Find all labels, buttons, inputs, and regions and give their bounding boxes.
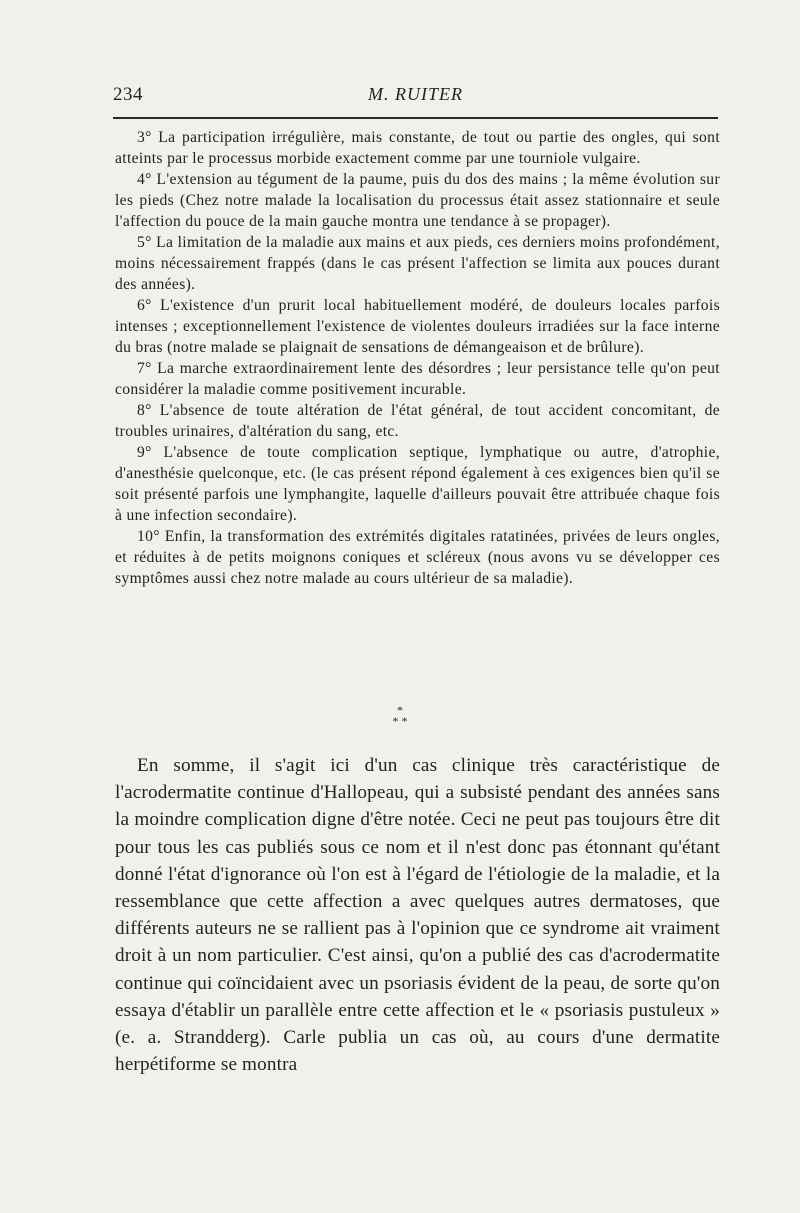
section-separator <box>0 705 800 727</box>
list-item-8: 8° L'absence de toute altération de l'état général, de tout accident concomitant, de troubles urinaires, d'altération du sang, etc. <box>115 402 720 440</box>
separator-bottom: * * <box>392 714 408 728</box>
list-item-7: 7° La marche extraordinairement lente des désordres ; leur persistance telle qu'on peut considérer la maladie comme positivement incurable. <box>115 360 720 398</box>
list-item-5: 5° La limitation de la maladie aux mains et aux pieds, ces derniers moins profondément, moins nécessairement frappés (dans le cas présent l'affection se limita aux pouces durant des années). <box>115 234 720 293</box>
list-item-4: 4° L'extension au tégument de la paume, puis du dos des mains ; la même évolution sur les pieds (Chez notre malade la localisation du processus était assez stationnaire et seule l'affection du pouce de la main gauche montra une tendance à se propager). <box>115 171 720 230</box>
list-item-6: 6° L'existence d'un prurit local habituellement modéré, de douleurs locales parfois intenses ; exceptionnellement l'existence de violentes douleurs irradiées sur la face interne du bras (notre malade se plaignait de sensations de démangeaison et de brûlure). <box>115 297 720 356</box>
list-item-10: 10° Enfin, la transformation des extrémités digitales ratatinées, privées de leurs ongles, et réduites à de petits moignons coniques et scléreux (nous avons vu se développer ces symptômes aussi chez notre malade au cours ultérieur de sa maladie). <box>115 528 720 587</box>
list-item-3: 3° La participation irrégulière, mais constante, de tout ou partie des ongles, qui sont atteints par le processus morbide exactement comme par une tourniole vulgaire. <box>115 129 720 167</box>
list-item-9: 9° L'absence de toute complication septique, lymphatique ou autre, d'atrophie, d'anesthésie quelconque, etc. (le cas présent répond également à ces exigences bien qu'il se soit présenté parfois une lymphangite, laquelle d'ailleurs pouvait être attribuée chaque fois à une infection secondaire). <box>115 444 720 524</box>
running-head: M. RUITER <box>368 84 463 104</box>
header-rule <box>113 117 718 119</box>
symptom-list <box>115 127 720 589</box>
page-header <box>113 84 718 110</box>
separator-top: * <box>397 703 403 717</box>
main-paragraph: En somme, il s'agit ici d'un cas clinique très caractéristique de l'acrodermatite continue d'Hallopeau, qui a subsisté pendant des années sans la moindre complication digne d'être notée. Ceci ne peut pas toujours être dit pour tous les cas publiés sous ce nom et il n'est donc pas étonnant qu'étant donné l'état d'ignorance où l'on est à l'égard de l'étiologie de la maladie, et la ressemblance que cette affection a avec quelques autres dermatoses, que différents auteurs ne se rallient pas à l'opinion que ce syndrome ait vraiment droit à un nom particulier. C'est ainsi, qu'on a publié des cas d'acrodermatite continue qui coïncidaient avec un psoriasis évident de la peau, de sorte qu'on essaya d'établir un parallèle entre cette affection et le « psoriasis pustuleux » (e. a. Strandderg). Carle publia un cas où, au cours d'une dermatite herpétiforme se montra <box>115 755 720 1076</box>
main-text <box>115 752 720 1078</box>
page-number: 234 <box>113 84 143 105</box>
